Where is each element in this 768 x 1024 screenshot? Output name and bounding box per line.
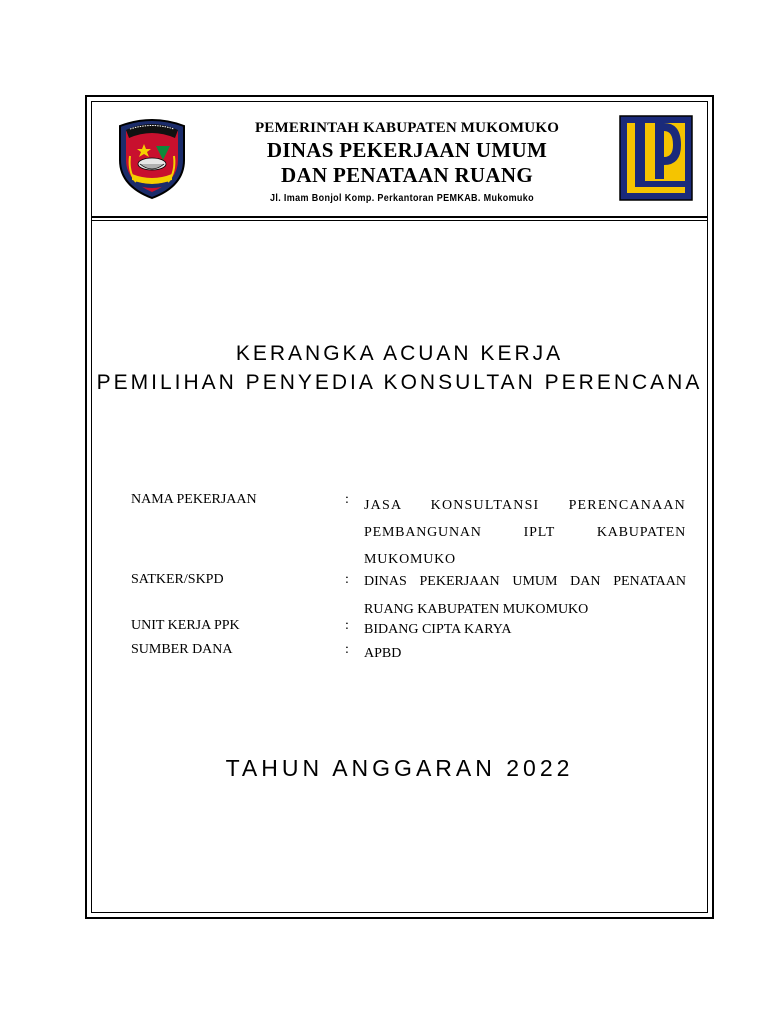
detail-value-line: PEMBANGUNAN IPLT KABUPATEN [364,525,686,540]
detail-row-nama-pekerjaan [131,492,686,568]
detail-value-line: MUKOMUKO [364,552,456,567]
detail-row-satker [131,568,686,618]
detail-separator: : [345,642,349,657]
detail-value-line: DINAS PEKERJAAN UMUM DAN PENATAAN [364,574,686,589]
detail-value-line: APBD [364,646,402,661]
agency-name-line-2: DAN PENATAAN RUANG [281,163,533,187]
detail-separator: : [345,572,349,587]
detail-label: UNIT KERJA PPK [131,618,240,633]
detail-row-unit-kerja [131,618,686,642]
project-details [131,492,686,666]
detail-separator: : [345,492,349,507]
public-works-logo-icon [619,115,693,201]
header-divider-thin [92,220,707,221]
detail-label: SATKER/SKPD [131,572,224,587]
detail-label: NAMA PEKERJAAN [131,492,257,507]
document-subtitle: PEMILIHAN PENYEDIA KONSULTAN PERENCANA [96,371,703,394]
agency-address: Jl. Imam Bonjol Komp. Perkantoran PEMKAB. Mukomuko [269,193,535,204]
detail-value-line: BIDANG CIPTA KARYA [364,622,512,637]
detail-value [364,568,686,624]
detail-value-line: JASA KONSULTANSI PERENCANAAN [364,498,686,513]
detail-value [364,492,686,573]
detail-value [364,618,686,642]
detail-value-line: RUANG KABUPATEN MUKOMUKO [364,602,589,617]
document-frame [85,95,714,919]
detail-label: SUMBER DANA [131,642,233,657]
government-name: PEMERINTAH KABUPATEN MUKOMUKO [254,120,560,136]
detail-row-sumber-dana [131,642,686,666]
detail-value [364,642,686,666]
header-divider [92,216,707,218]
document-title: KERANGKA ACUAN KERJA [235,342,564,365]
document-inner-frame [91,101,708,913]
agency-name-line-1: DINAS PEKERJAAN UMUM [266,138,548,162]
regency-shield-emblem-icon [114,116,190,200]
detail-separator: : [345,618,349,633]
fiscal-year: TAHUN ANGGARAN 2022 [225,755,574,781]
